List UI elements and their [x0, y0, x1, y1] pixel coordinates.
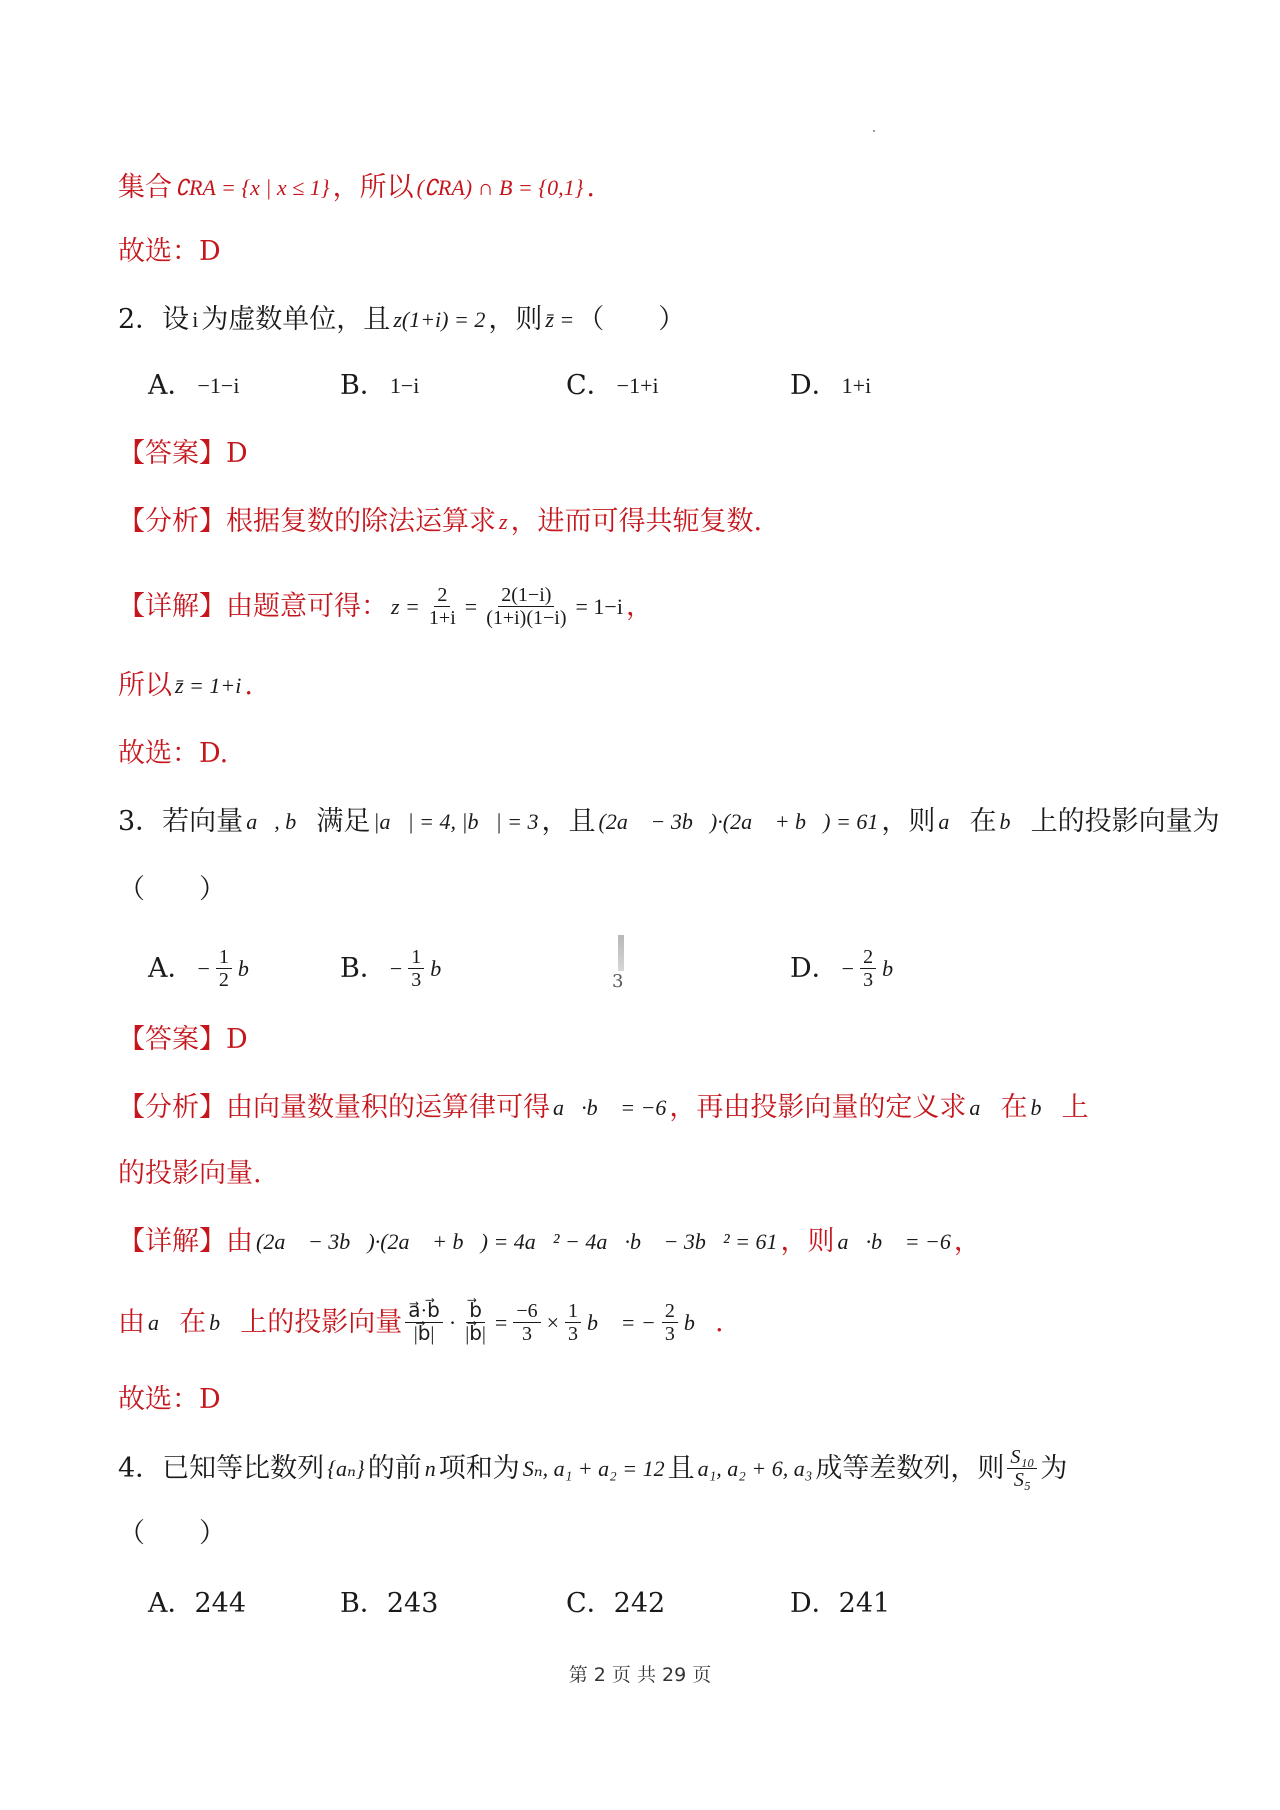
fraction	[216, 946, 232, 991]
denominator: |b⃗|	[413, 1323, 435, 1345]
denominator: 3	[411, 969, 422, 991]
q3-answer	[118, 1020, 1200, 1060]
text: 上的投影向量	[240, 1306, 403, 1338]
math: =	[494, 1309, 508, 1335]
fraction	[513, 1300, 540, 1345]
math: (∁RA) ∩ B = {0,1}	[416, 175, 584, 200]
text: 故选：D	[118, 236, 221, 267]
answer-blank: （ ）	[118, 1518, 226, 1549]
text: 的前	[367, 1452, 422, 1484]
sign: −	[389, 955, 403, 981]
q3-option-a	[148, 946, 269, 991]
math: =	[464, 593, 478, 619]
math: b⃗	[999, 809, 1028, 834]
math: b⃗	[209, 1309, 238, 1335]
numerator: a⃗·b⃗	[405, 1300, 443, 1323]
q4-blank	[118, 1514, 1200, 1554]
question-4	[118, 1446, 1200, 1491]
text: 的投影向量.	[118, 1158, 262, 1189]
text: 在	[969, 806, 997, 837]
denominator: 3	[521, 1323, 532, 1345]
q3-blank	[118, 870, 1200, 910]
text: 为虚数单位，且	[201, 304, 391, 335]
q3-analysis	[118, 1088, 1200, 1128]
fraction	[860, 946, 876, 991]
denominator: 1+i	[428, 607, 456, 629]
option-value: −1+i	[616, 373, 659, 398]
sign: −	[197, 955, 210, 981]
q3-option-d	[790, 946, 913, 991]
vector: b⃗	[237, 955, 267, 981]
sign: −	[841, 955, 855, 981]
q3-option-b	[340, 946, 461, 991]
answer-value: D	[226, 1024, 248, 1055]
math: z =	[391, 593, 420, 619]
numerator: 2	[860, 946, 876, 969]
numerator: 1	[216, 946, 232, 969]
set-complement-line	[118, 168, 1200, 208]
math: b⃗ = −	[587, 1309, 656, 1335]
numerator: 2(1−i)	[498, 584, 554, 607]
text: ，	[625, 590, 653, 622]
q2-detail	[118, 584, 1200, 629]
text: ，则	[488, 304, 543, 335]
fraction	[1007, 1446, 1037, 1491]
q2-choose	[118, 734, 1200, 774]
numerator: 2	[662, 1300, 678, 1323]
q2-analysis	[118, 502, 1200, 542]
text: 且	[667, 1452, 695, 1484]
denominator: 3	[863, 969, 874, 991]
q2-option-c	[566, 366, 662, 406]
q2-option-d	[790, 366, 874, 406]
q3-analysis-cont	[118, 1154, 1200, 1194]
detail-tag: 【详解】	[118, 590, 226, 622]
option-label: A．	[148, 370, 195, 401]
option-value: 243	[386, 1588, 439, 1619]
q3-detail	[118, 1222, 1200, 1262]
q2-so	[118, 666, 1200, 706]
option-label: B．	[340, 1588, 387, 1619]
math: Sₙ, a₁ + a₂ = 12	[522, 1455, 665, 1481]
math: ∁RA = {x | x ≤ 1}	[175, 175, 330, 200]
text: 由	[118, 1306, 145, 1338]
answer-tag: 【答案】	[118, 438, 226, 469]
fraction	[426, 584, 459, 629]
text: 由	[226, 1226, 253, 1257]
fraction	[662, 1300, 678, 1345]
math: z̄ = 1+i	[175, 673, 242, 698]
math: ×	[546, 1309, 560, 1335]
text: 根据复数的除法运算求	[226, 506, 496, 537]
text: 集合	[118, 172, 172, 203]
analysis-tag: 【分析】	[118, 1092, 226, 1123]
text: ，再由投影向量的定义求	[669, 1092, 967, 1123]
text: .	[586, 172, 595, 203]
math: a⃗·b⃗ = −6	[553, 1095, 667, 1120]
text: ，且	[541, 806, 596, 837]
question-2	[118, 300, 1200, 340]
numerator: S₁₀	[1007, 1446, 1037, 1469]
math: {aₙ}	[327, 1455, 365, 1481]
text: ，进而可得共轭复数.	[510, 506, 763, 537]
denominator: 3	[664, 1323, 675, 1345]
answer-blank: （ ）	[577, 304, 686, 335]
option-value: 242	[613, 1588, 666, 1619]
scan-speck	[873, 130, 875, 132]
option-label: B．	[340, 952, 387, 984]
text: ，则	[780, 1226, 835, 1257]
math: z(1+i) = 2	[393, 307, 486, 332]
fraction	[408, 946, 424, 991]
text: .	[714, 1306, 724, 1338]
fraction	[565, 1300, 581, 1345]
fraction	[405, 1300, 443, 1345]
q3-option-c-fragment	[612, 962, 623, 1002]
q1-choose	[118, 232, 1200, 272]
denominator: (1+i)(1−i)	[486, 607, 567, 629]
text: 成等差数列，则	[815, 1452, 1005, 1484]
q2-option-a	[148, 366, 242, 406]
numerator: 2	[434, 584, 450, 607]
vector: b⃗	[430, 955, 459, 981]
option-label: B．	[340, 370, 387, 401]
text: ，	[953, 1226, 981, 1257]
text: 所以	[118, 670, 172, 701]
q3-choose	[118, 1380, 1200, 1420]
numerator: 1	[565, 1300, 581, 1323]
text: 故选：D.	[118, 738, 229, 769]
text: 在	[179, 1306, 207, 1338]
text: 由题意可得：	[226, 590, 388, 622]
q2-option-b	[340, 366, 422, 406]
option-label: D．	[790, 1588, 839, 1619]
q4-option-d	[790, 1584, 890, 1624]
option-label: D．	[790, 370, 839, 401]
math: |a⃗| = 4, |b⃗| = 3	[373, 809, 539, 834]
math: b⃗	[683, 1309, 712, 1335]
numerator: b⃗	[466, 1300, 485, 1323]
text: 满足	[316, 806, 371, 837]
text: 上	[1061, 1092, 1089, 1123]
answer-blank: （ ）	[118, 874, 226, 905]
option-label: A．	[148, 952, 195, 984]
math: i	[192, 307, 199, 332]
text: ，所以	[332, 172, 414, 203]
math: n	[424, 1455, 436, 1481]
math: b⃗	[1030, 1095, 1059, 1120]
math: (2a⃗ − 3b⃗)·(2a⃗ + b⃗) = 61	[598, 809, 879, 834]
page-footer: 第 2 页 共 29 页	[568, 1664, 712, 1686]
q4-option-a	[148, 1584, 246, 1624]
text: .	[244, 670, 253, 701]
option-value: 241	[838, 1588, 891, 1619]
math: = 1−i	[575, 593, 623, 619]
denominator: S₅	[1013, 1469, 1031, 1491]
math: (2a⃗ − 3b⃗)·(2a⃗ + b⃗) = 4a⃗² − 4a⃗·b⃗ − 3b⃗² = 61	[256, 1229, 778, 1254]
question-number: 2．设	[118, 304, 190, 335]
denominator: 3	[568, 1323, 579, 1345]
question-number: 3．若向量	[118, 806, 244, 837]
detail-tag: 【详解】	[118, 1226, 226, 1257]
math: a⃗, b⃗	[246, 809, 314, 834]
math: a₁, a₂ + 6, a₃	[697, 1455, 813, 1481]
option-value: 1−i	[389, 373, 420, 398]
numerator: −6	[513, 1300, 540, 1323]
option-label: A．	[148, 1588, 195, 1619]
text: ，则	[881, 806, 936, 837]
math: a⃗	[938, 809, 967, 834]
q3-detail-2	[118, 1300, 1200, 1345]
text: 为	[1040, 1452, 1068, 1484]
question-number: 4．已知等比数列	[118, 1452, 325, 1484]
numerator: 1	[408, 946, 424, 969]
option-label: C．	[566, 1588, 614, 1619]
option-value: 1+i	[841, 373, 872, 398]
text: 由向量数量积的运算律可得	[226, 1092, 550, 1123]
denominator: |b⃗|	[465, 1323, 486, 1345]
vector: b⃗	[882, 955, 911, 981]
q4-option-c	[566, 1584, 665, 1624]
denominator-fragment: 3	[612, 971, 624, 992]
q4-option-b	[340, 1584, 438, 1624]
math: ·	[448, 1309, 457, 1335]
text: 项和为	[438, 1452, 520, 1484]
math: a⃗	[969, 1095, 998, 1120]
fraction	[462, 1300, 489, 1345]
fraction	[483, 584, 569, 629]
text: 故选：D	[118, 1384, 221, 1415]
math: z	[499, 509, 508, 534]
option-value: 244	[194, 1588, 247, 1619]
analysis-tag: 【分析】	[118, 506, 226, 537]
math: a⃗·b⃗ = −6	[837, 1229, 951, 1254]
question-3	[118, 802, 1220, 842]
answer-tag: 【答案】	[118, 1024, 226, 1055]
math: z̄ =	[545, 307, 575, 332]
math: a⃗	[148, 1309, 177, 1335]
option-label: D．	[790, 952, 839, 984]
option-value: −1−i	[197, 373, 240, 398]
answer-value: D	[226, 438, 248, 469]
text: 上的投影向量为	[1030, 806, 1220, 837]
denominator: 2	[218, 969, 229, 991]
text: 在	[1000, 1092, 1028, 1123]
option-label: C．	[566, 370, 614, 401]
q2-answer	[118, 434, 1200, 474]
